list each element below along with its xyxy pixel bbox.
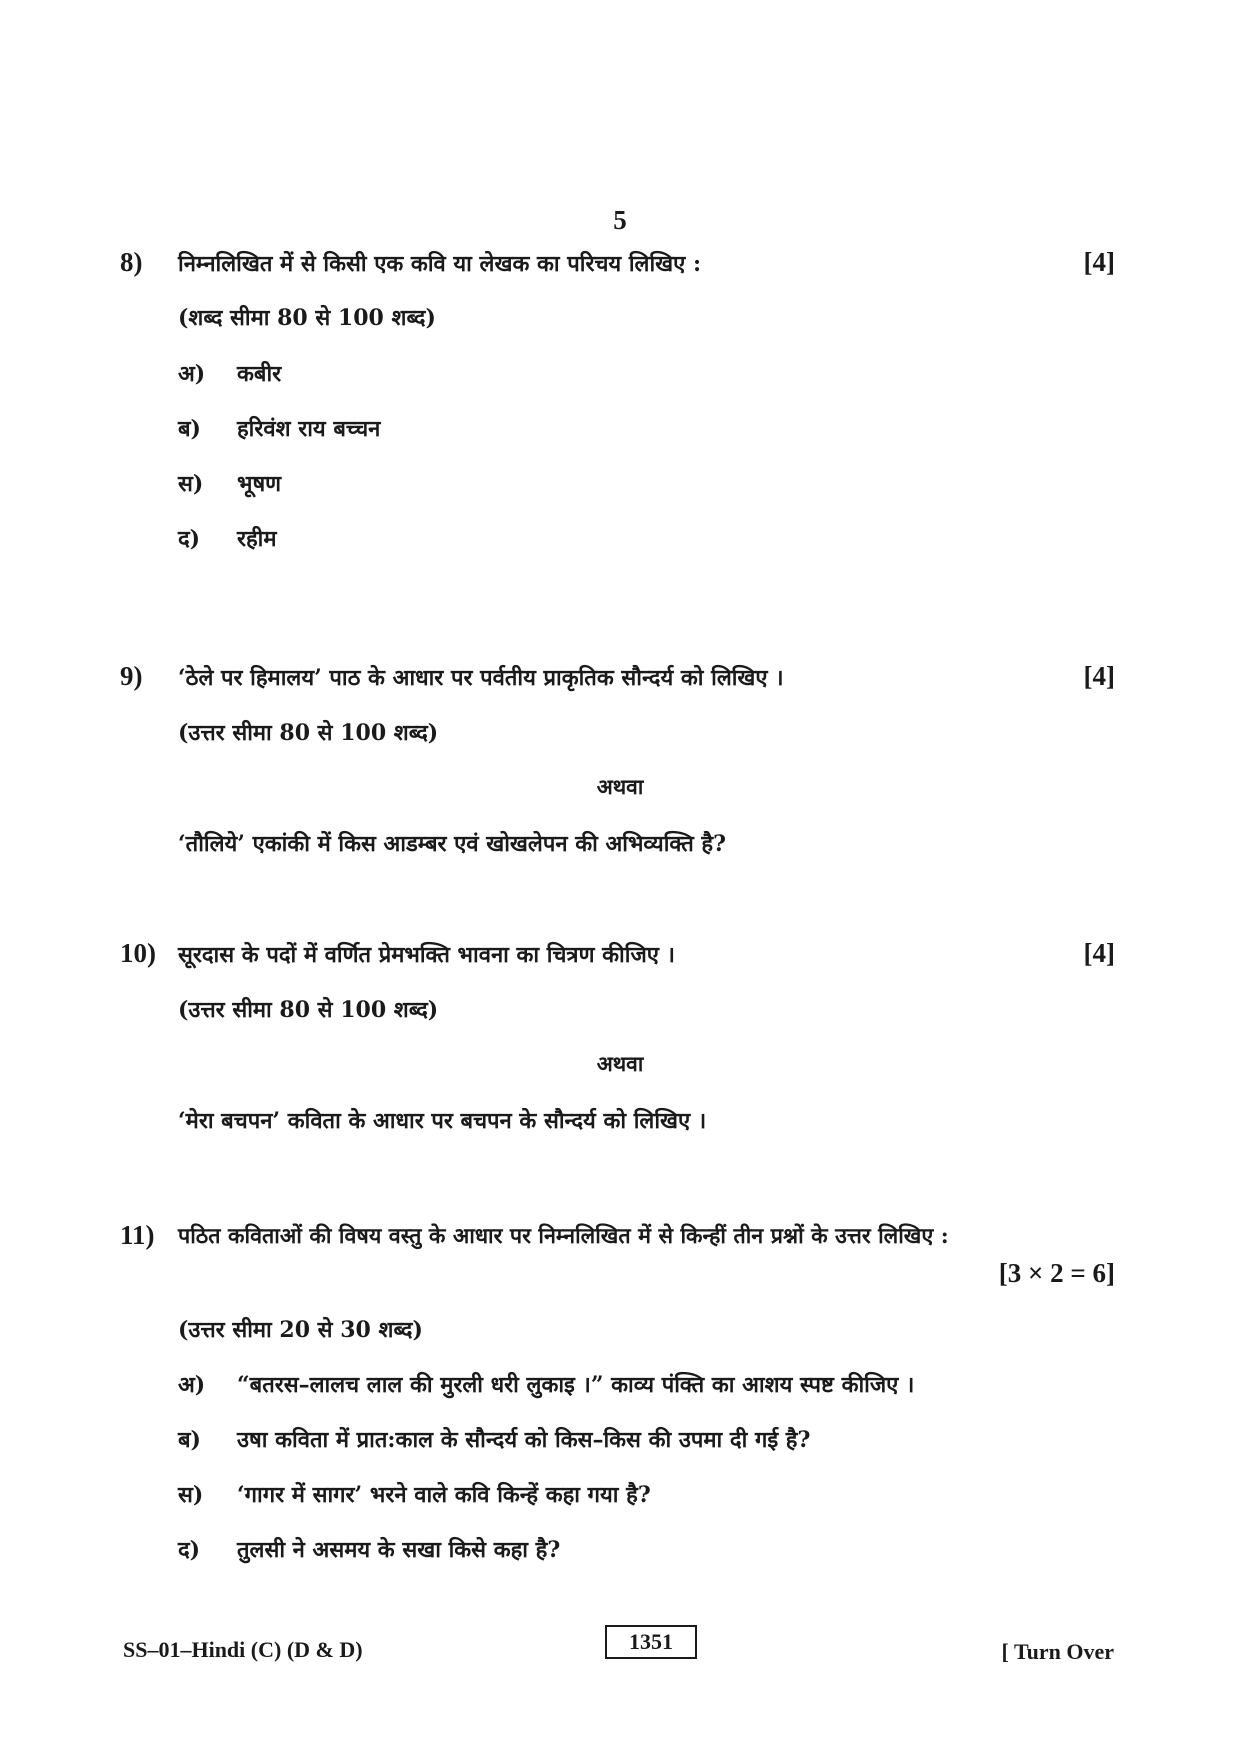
question-10-word-limit: (उत्तर सीमा 80 से 100 शब्द) [178, 997, 439, 1023]
question-9-number: 9) [120, 661, 143, 691]
q11-option-c-text: ‘गागर में सागर’ भरने वाले कवि किन्हें कहा गया है? [237, 1482, 651, 1508]
q8-option-b-text: हरिवंश राय बच्चन [237, 416, 381, 442]
q11-option-b-label: ब) [178, 1427, 201, 1453]
question-9-alternative: ‘तौलिये’ एकांकी में किस आडम्बर एवं खोखलेपन की अभिव्यक्ति है? [178, 831, 726, 857]
question-9-marks: [4] [1083, 661, 1115, 691]
question-9-or-label: अथवा [596, 774, 644, 799]
q8-option-b-label: ब) [178, 416, 201, 442]
question-11-number: 11) [120, 1220, 155, 1250]
q11-option-d-text: तुलसी ने असमय के सखा किसे कहा है? [237, 1537, 561, 1563]
question-10-alternative: ‘मेरा बचपन’ कविता के आधार पर बचपन के सौन्दर्य को लिखिए । [178, 1108, 707, 1134]
q8-option-d-label: द) [178, 526, 201, 552]
turn-over-label: [ Turn Over [1001, 1639, 1114, 1664]
question-10-text: सूरदास के पदों में वर्णित प्रेमभक्ति भावना का चित्रण कीजिए । [178, 942, 675, 968]
q11-option-a-label: अ) [178, 1372, 206, 1398]
question-10-or-label: अथवा [596, 1051, 644, 1076]
q8-option-c-text: भूषण [237, 471, 282, 497]
q8-option-d-text: रहीम [237, 526, 277, 552]
q11-option-a-text: “बतरस–लालच लाल की मुरली धरी लुकाइ ।” काव्य पंक्ति का आशय स्पष्ट कीजिए । [237, 1372, 915, 1398]
question-11-word-limit: (उत्तर सीमा 20 से 30 शब्द) [178, 1317, 423, 1343]
question-10-marks: [4] [1083, 938, 1115, 968]
question-10-number: 10) [120, 938, 156, 968]
page-code-box: 1351 [605, 1625, 697, 1659]
q8-option-c-label: स) [178, 471, 204, 497]
q8-option-a-label: अ) [178, 361, 206, 387]
question-11-text: पठित कविताओं की विषय वस्तु के आधार पर निम्नलिखित में से किन्हीं तीन प्रश्नों के उत्तर लिखिए : [178, 1224, 949, 1249]
question-11-marks: [3 × 2 = 6] [998, 1258, 1115, 1288]
q11-option-c-label: स) [178, 1482, 204, 1508]
page-number: 5 [613, 205, 627, 235]
paper-code: SS–01–Hindi (C) (D & D) [123, 1637, 363, 1662]
question-8-text: निम्नलिखित में से किसी एक कवि या लेखक का परिचय लिखिए : [178, 251, 702, 277]
question-8-word-limit: (शब्द सीमा 80 से 100 शब्द) [178, 305, 436, 331]
question-9-word-limit: (उत्तर सीमा 80 से 100 शब्द) [178, 720, 439, 746]
q11-option-b-text: उषा कविता में प्रात:काल के सौन्दर्य को किस–किस की उपमा दी गई है? [237, 1427, 811, 1453]
q8-option-a-text: कबीर [237, 361, 282, 387]
question-9-text: ‘ठेले पर हिमालय’ पाठ के आधार पर पर्वतीय प्राकृतिक सौन्दर्य को लिखिए । [178, 665, 784, 691]
question-8-marks: [4] [1083, 247, 1115, 277]
q11-option-d-label: द) [178, 1537, 201, 1563]
question-8-number: 8) [120, 247, 143, 277]
